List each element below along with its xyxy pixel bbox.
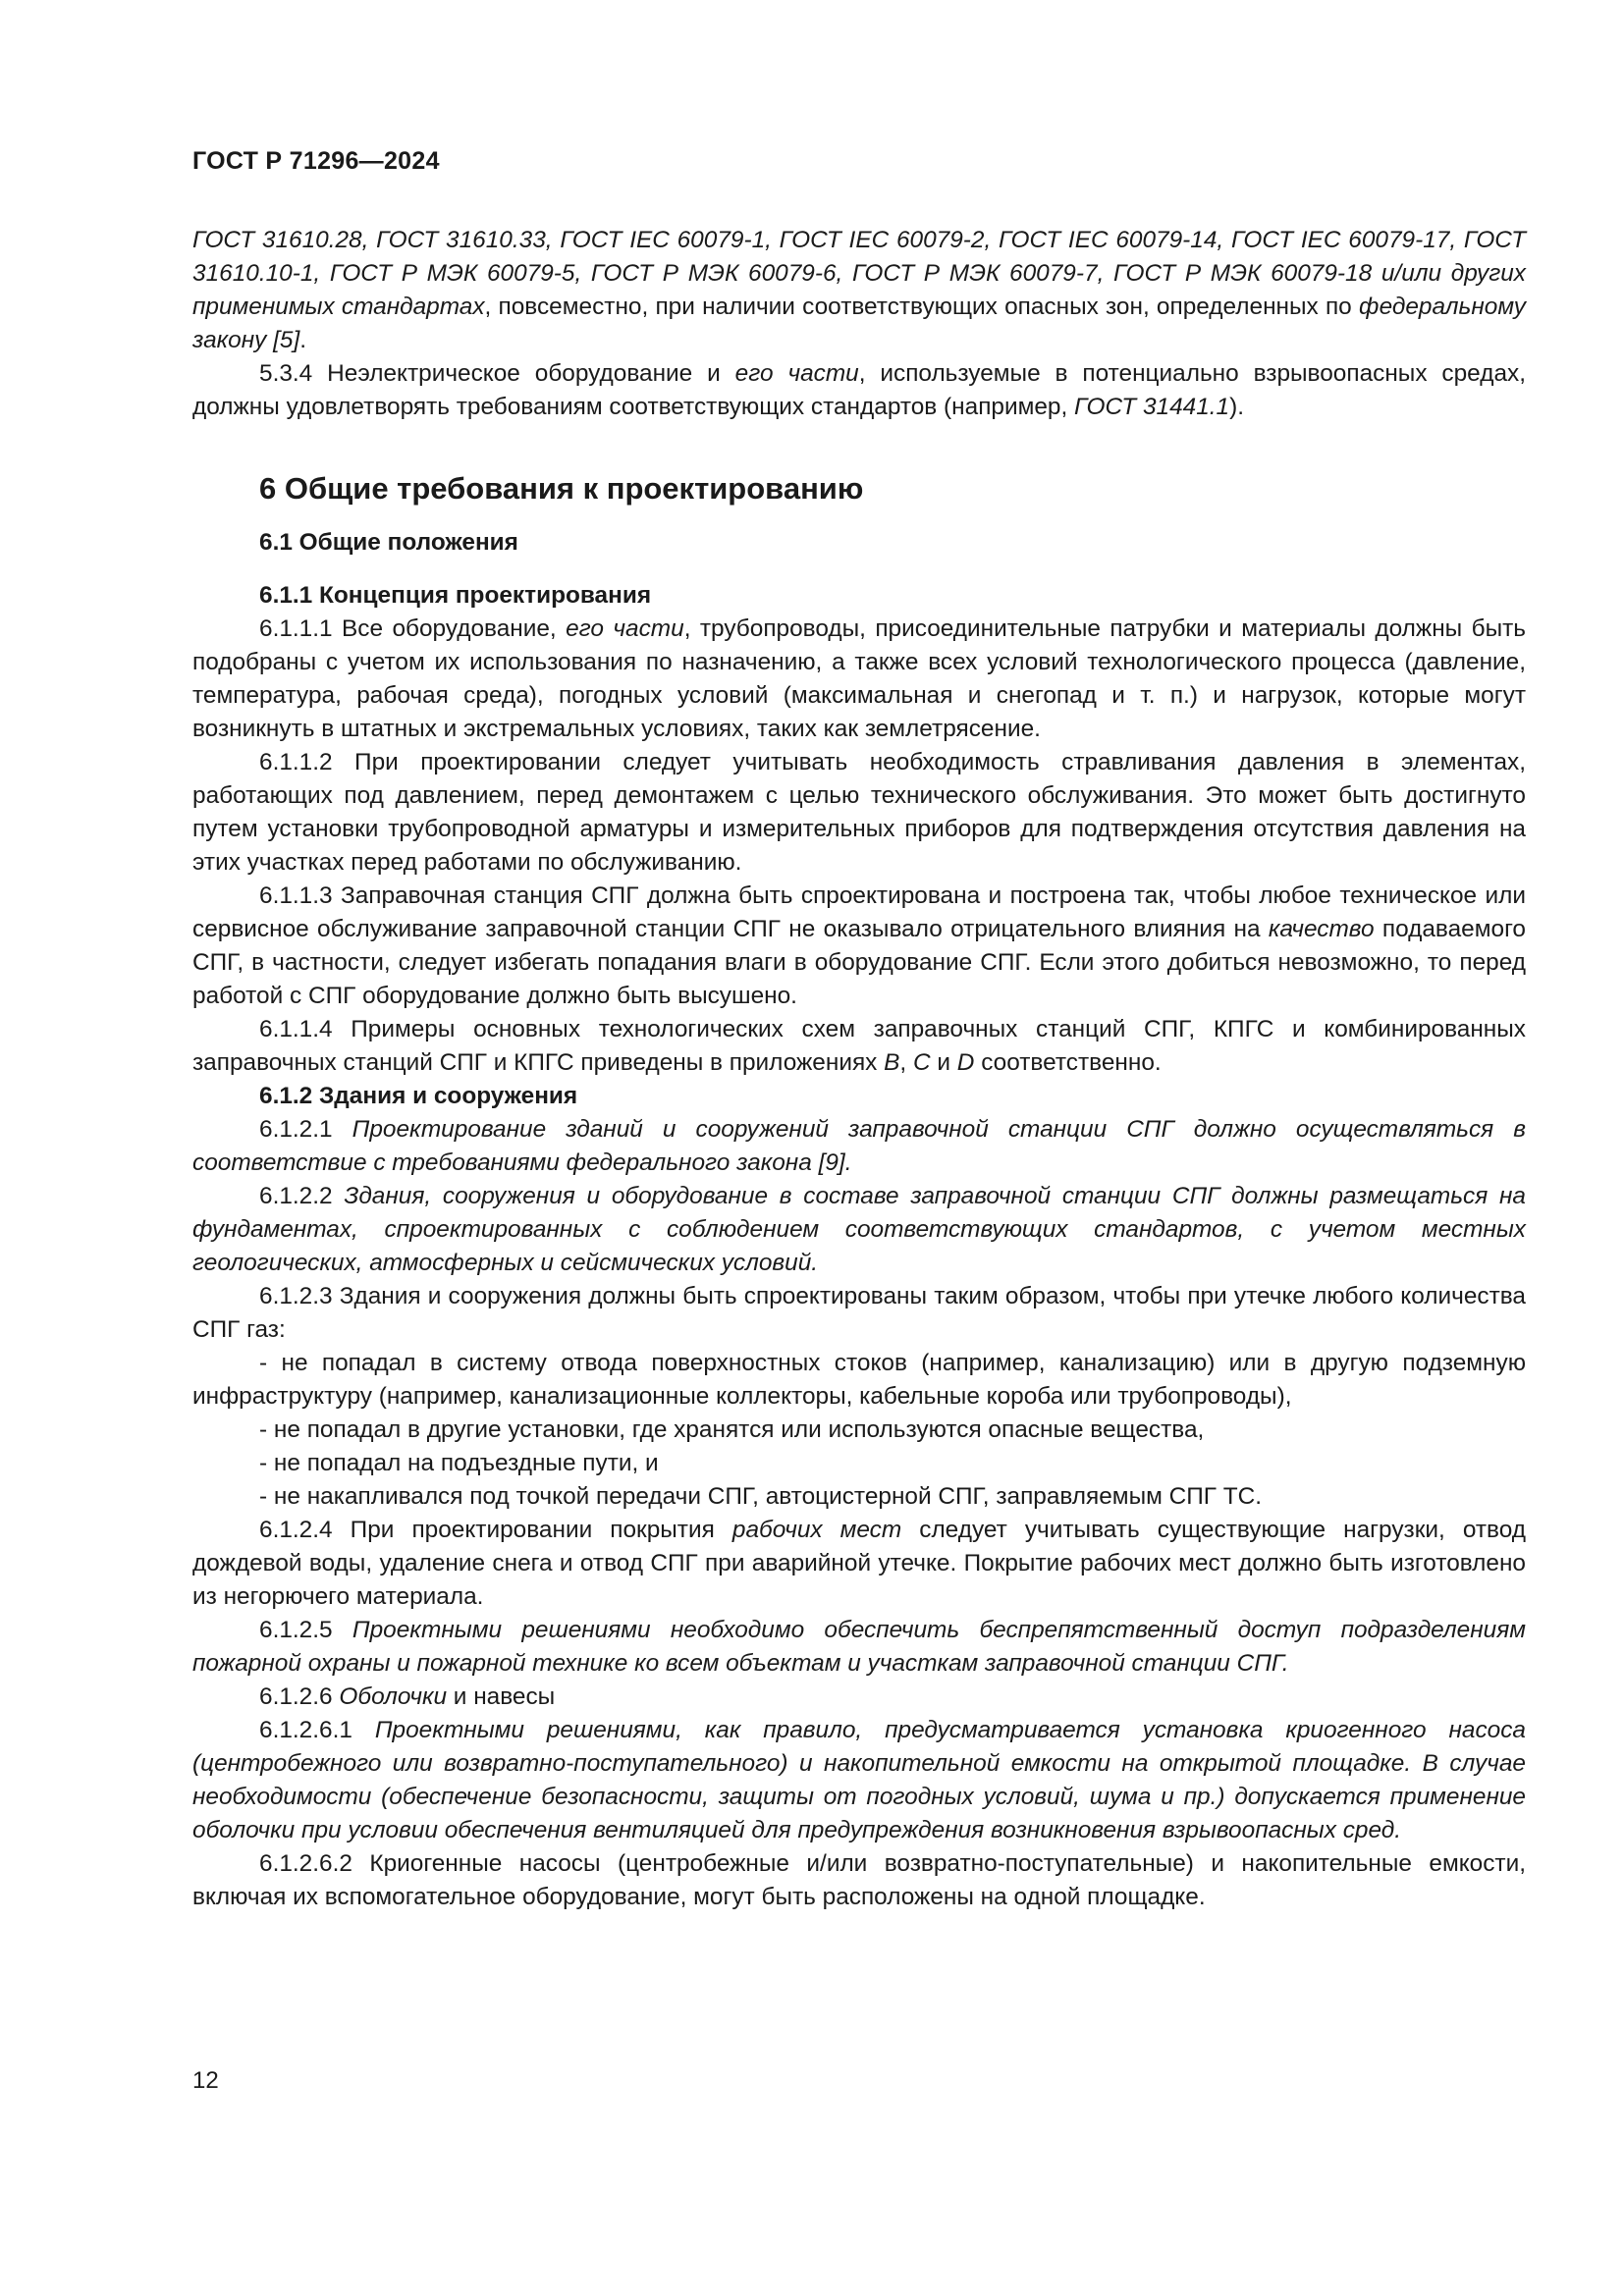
text-run: 6.1.1.3 Заправочная станция СПГ должна быть спроектирована и построена так, чтобы любое техническое или сервисное обслуживание заправочной станции СПГ не оказывало отрицательного влияния на <box>192 882 1526 942</box>
section-heading-6-1-2: 6.1.2 Здания и сооружения <box>259 1083 578 1109</box>
paragraph-standards-continuation <box>192 224 1526 357</box>
italic-text-run: Здания, сооружения и оборудование в составе заправочной станции СПГ должны размещаться на фундаментах, спроектированных с соблюдением соответствующих стандартов, с учетом местных геологических, атмосферных и сейсмических условий. <box>192 1183 1526 1276</box>
italic-text-run: B <box>884 1049 900 1076</box>
text-run: 6.1.1.2 При проектировании следует учитывать необходимость стравливания давления в элементах, работающих под давлением, перед демонтажем с целью технического обслуживания. Это может быть достигнуто путем установки трубопроводной арматуры и измерительных приборов для подтверждения отсутствия давления на этих участках перед работами по обслуживанию. <box>192 749 1526 876</box>
list-item: - не попадал на подъездные пути, и <box>259 1450 659 1476</box>
paragraph-6-1-1-1 <box>192 613 1526 746</box>
italic-text-run: его части <box>734 360 859 387</box>
list-item: - не накапливался под точкой передачи СПГ, автоцистерной СПГ, заправляемым СПГ ТС. <box>259 1483 1263 1510</box>
list-item: - не попадал в систему отвода поверхностных стоков (например, канализацию) или в другую подземную инфраструктуру (например, канализационные коллекторы, кабельные короба или трубопроводы), <box>192 1350 1526 1410</box>
section-heading-6-1-1: 6.1.1 Концепция проектирования <box>259 582 652 609</box>
text-run: ). <box>1229 394 1245 420</box>
text-run: 6.1.2.1 <box>259 1116 352 1143</box>
text-run: , <box>899 1049 913 1076</box>
text-run: и навесы <box>447 1683 556 1710</box>
italic-text-run: ГОСТ 31610.28, ГОСТ 31610.33, ГОСТ IEC 60079-1, ГОСТ IEC 60079-2, ГОСТ IEC 60079-14, ГОСТ IEC 60079-17, ГОСТ 31610.10-1, ГОСТ Р МЭК 60079-5, ГОСТ Р МЭК 60079-6, ГОСТ Р МЭК 60079-7, ГОСТ Р МЭК 60079-18 и/или других применимых стандартах <box>192 227 1526 320</box>
text-run: 6.1.2.3 Здания и сооружения должны быть спроектированы таким образом, чтобы при утечке любого количества СПГ газ: <box>192 1283 1526 1343</box>
paragraph-6-1-2-6-1 <box>192 1714 1526 1847</box>
text-run: 6.1.2.6.2 Криогенные насосы (центробежные и/или возвратно-поступательные) и накопительные емкости, включая их вспомогательное оборудование, могут быть расположены на одной площадке. <box>192 1850 1526 1910</box>
paragraph-6-1-1-2 <box>192 746 1526 880</box>
text-run: 6.1.1.1 Все оборудование, <box>259 615 567 642</box>
text-run: 6.1.2.6 <box>259 1683 340 1710</box>
text-run: и <box>930 1049 957 1076</box>
paragraph-6-1-2-6 <box>192 1681 1526 1714</box>
paragraph-6-1-2-3 <box>192 1280 1526 1347</box>
document-body <box>192 224 1526 1914</box>
text-run: , используемые в потенциально взрывоопасных средах, должны удовлетворять требованиям соответствующих стандартов (например, <box>192 360 1526 420</box>
italic-text-run: D <box>956 1049 975 1076</box>
text-run: 6.1.2.2 <box>259 1183 345 1209</box>
section-heading-6-1: 6.1 Общие положения <box>259 529 518 556</box>
italic-text-run: Проектными решениями, как правило, предусматривается установка криогенного насоса (центробежного или возвратно-поступательного) и накопительной емкости на открытой площадке. В случае необходимости (обеспечение безопасности, защиты от погодных условий, шума и пр.) допускается применение оболочки при условии обеспечения вентиляцией для предупреждения возникновения взрывоопасных сред. <box>192 1717 1526 1843</box>
text-run: 5.3.4 Неэлектрическое оборудование и <box>259 360 735 387</box>
text-run: . <box>299 327 307 353</box>
paragraph-6-1-2-6-2 <box>192 1847 1526 1914</box>
text-run: 6.1.2.5 <box>259 1617 352 1643</box>
text-run: , трубопроводы, присоединительные патрубки и материалы должны быть подобраны с учетом их использования по назначению, а также всех условий технологического процесса (давление, температура, рабочая среда), погодных условий (максимальная и снегопад и т. п.) и нагрузок, которые могут возникнуть в штатных и экстремальных условиях, таких как землетрясение. <box>192 615 1526 742</box>
paragraph-6-1-1-4 <box>192 1013 1526 1080</box>
paragraph-5-3-4 <box>192 357 1526 424</box>
section-heading-6: 6 Общие требования к проектированию <box>259 471 864 506</box>
italic-text-run: качество <box>1268 916 1375 942</box>
italic-text-run: ГОСТ 31441.1 <box>1074 394 1230 420</box>
paragraph-6-1-2-2 <box>192 1180 1526 1280</box>
paragraph-6-1-2-1 <box>192 1113 1526 1180</box>
text-run: следует учитывать существующие нагрузки, отвод дождевой воды, удаление снега и отвод СПГ при аварийной утечке. Покрытие рабочих мест должно быть изготовлено из негорючего материала. <box>192 1517 1526 1610</box>
italic-text-run: Проектными решениями необходимо обеспечить беспрепятственный доступ подразделениям пожарной охраны и пожарной технике ко всем объектам и участкам заправочной станции СПГ. <box>192 1617 1526 1677</box>
text-run: подаваемого СПГ, в частности, следует избегать попадания влаги в оборудование СПГ. Если этого добиться невозможно, то перед работой с СПГ оборудование должно быть высушено. <box>192 916 1526 1009</box>
paragraph-6-1-2-5 <box>192 1614 1526 1681</box>
italic-text-run: Оболочки <box>339 1683 448 1710</box>
text-run: 6.1.2.6.1 <box>259 1717 375 1743</box>
paragraph-6-1-1-3 <box>192 880 1526 1013</box>
italic-text-run: рабочих мест <box>731 1517 902 1543</box>
italic-text-run: Проектирование зданий и сооружений заправочной станции СПГ должно осуществляться в соответствие с требованиями федерального закона [9]. <box>192 1116 1526 1176</box>
italic-text-run: его части <box>566 615 684 642</box>
italic-text-run: C <box>912 1049 931 1076</box>
text-run: 6.1.2.4 При проектировании покрытия <box>259 1517 732 1543</box>
text-run: 6.1.1.4 Примеры основных технологических схем заправочных станций СПГ, КПГС и комбинированных заправочных станций СПГ и КПГС приведены в приложениях <box>192 1016 1526 1076</box>
page-number: 12 <box>192 2067 219 2094</box>
document-code-header: ГОСТ Р 71296—2024 <box>192 147 440 175</box>
paragraph-6-1-2-4 <box>192 1514 1526 1614</box>
text-run: соответственно. <box>974 1049 1162 1076</box>
italic-text-run: федеральному закону [5] <box>192 294 1526 353</box>
text-run: , повсеместно, при наличии соответствующих опасных зон, определенных по <box>484 294 1359 320</box>
list-item: - не попадал в другие установки, где хранятся или используются опасные вещества, <box>259 1416 1205 1443</box>
